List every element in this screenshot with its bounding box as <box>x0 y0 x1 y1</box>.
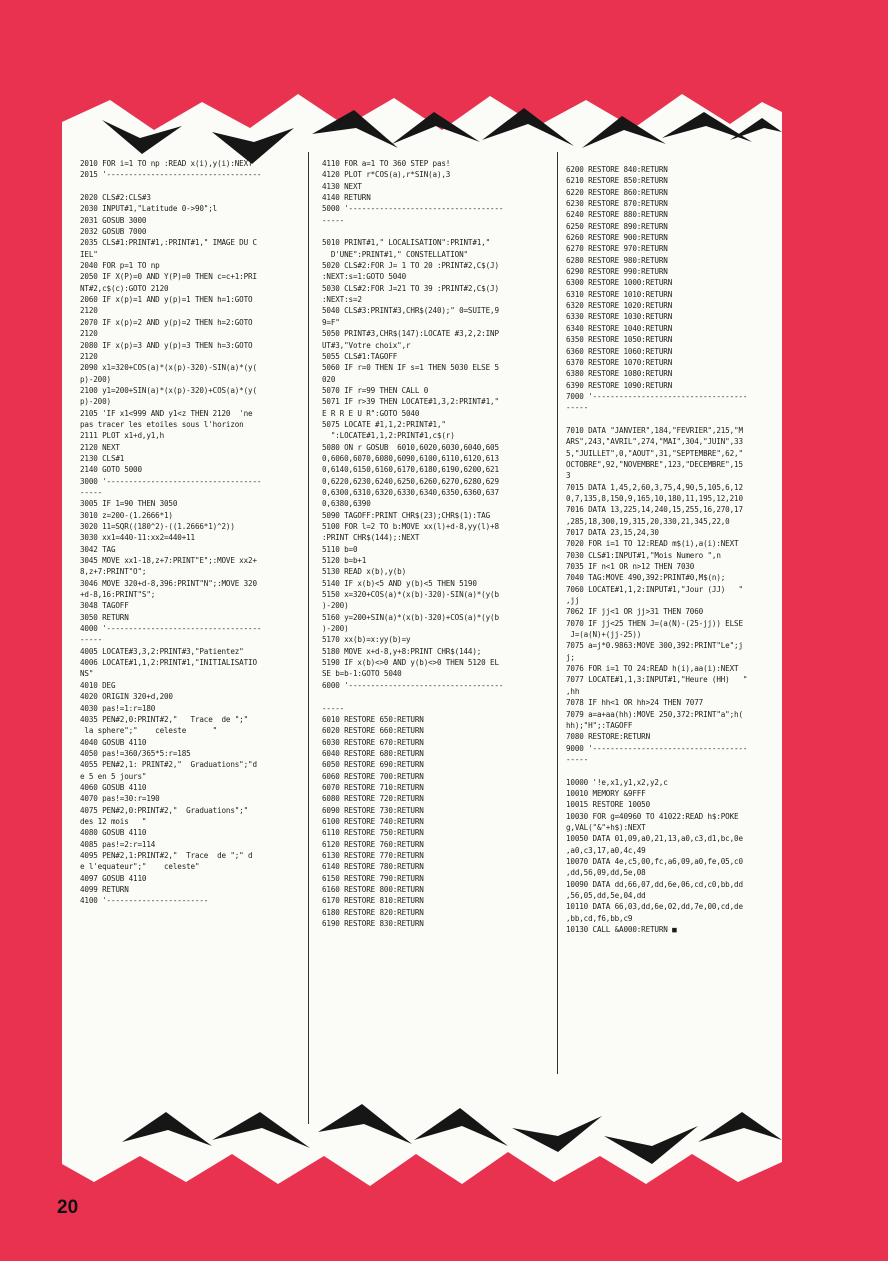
code-line: +d-8,16:PRINT"S"; <box>80 590 156 600</box>
code-line: 6110 RESTORE 750:RETURN <box>322 828 424 838</box>
code-line: 6000 '----------------------------------- <box>322 680 504 690</box>
code-line: 2032 GOSUB 7000 <box>80 227 147 237</box>
code-line: 6350 RESTORE 1050:RETURN <box>566 335 673 345</box>
code-line: 2035 CLS#1:PRINT#1,:PRINT#1," IMAGE DU C <box>80 238 257 248</box>
code-line: 4075 PEN#2,0:PRINT#2," Graduations";" <box>80 805 249 815</box>
code-line: 6130 RESTORE 770:RETURN <box>322 850 424 860</box>
code-line: 6270 RESTORE 970:RETURN <box>566 244 668 254</box>
code-line: 5190 IF x(b)<>0 AND y(b)<>0 THEN 5120 EL <box>322 658 499 668</box>
code-line: 5120 b=b+1 <box>322 556 367 566</box>
code-line: 6370 RESTORE 1070:RETURN <box>566 357 673 367</box>
code-line: 6040 RESTORE 680:RETURN <box>322 748 424 758</box>
code-line: 2050 IF X(P)=0 AND Y(P)=0 THEN c=c+1:PRI <box>80 272 257 282</box>
code-line: 7070 IF jj<25 THEN J=(a(N)-(25-jj)) ELSE <box>566 618 743 628</box>
code-line: 10090 DATA dd,66,07,dd,6e,06,cd,c0,bb,dd <box>566 879 743 889</box>
code-line: ----- <box>566 754 589 764</box>
code-line: 4030 pas!=1:r=180 <box>80 703 156 713</box>
code-line: 6120 RESTORE 760:RETURN <box>322 839 424 849</box>
code-column-3 <box>566 164 788 935</box>
code-line: 6390 RESTORE 1090:RETURN <box>566 380 673 390</box>
code-line: 7015 DATA 1,45,2,60,3,75,4,90,5,105,6,12 <box>566 482 743 492</box>
code-line: ----- <box>80 487 103 497</box>
code-line: 6360 RESTORE 1060:RETURN <box>566 346 673 356</box>
code-line: 5100 FOR l=2 TO b:MOVE xx(l)+d-8,yy(l)+8 <box>322 522 499 531</box>
code-line: 6220 RESTORE 860:RETURN <box>566 187 668 197</box>
code-line: 6240 RESTORE 880:RETURN <box>566 210 668 220</box>
code-line: 5070 IF r=99 THEN CALL 0 <box>322 385 429 395</box>
code-line: 3046 MOVE 320+d-8,396:PRINT"N";:MOVE 320 <box>80 578 257 588</box>
code-line: 4055 PEN#2,1: PRINT#2," Graduations";"d <box>80 760 257 770</box>
code-line: 5,"JUILLET",0,"AOUT",31,"SEPTEMBRE",62," <box>566 448 743 458</box>
code-line: 10070 DATA 4e,c5,00,fc,a6,09,a0,fe,05,c0 <box>566 856 743 866</box>
code-line: 10030 FOR g=40960 TO 41022:READ h$:POKE <box>566 811 739 821</box>
code-line: 8,z+7:PRINT"O"; <box>80 567 147 577</box>
code-line: 0,6380,6390 <box>322 499 371 509</box>
code-line: 10015 RESTORE 10050 <box>566 800 651 810</box>
code-line: 5140 IF x(b)<5 AND y(b)<5 THEN 5190 <box>322 578 477 588</box>
code-line: 3 <box>566 471 571 481</box>
code-line: pas tracer les etoiles sous l'horizon <box>80 419 244 429</box>
code-line: 2060 IF x(p)=1 AND y(p)=1 THEN h=1:GOTO <box>80 295 253 305</box>
code-line: 2090 x1=320+COS(a)*(x(p)-320)-SIN(a)*(y( <box>80 363 257 373</box>
code-line: ,jj <box>566 596 580 606</box>
code-line: 4080 GOSUB 4110 <box>80 828 147 838</box>
code-line: 2120 <box>80 306 98 316</box>
code-line: 9000 '----------------------------------- <box>566 743 748 753</box>
listing-paper <box>62 82 782 1204</box>
code-line: p)-200) <box>80 374 111 384</box>
code-line: j; <box>566 652 575 662</box>
code-line: 3020 11=SQR((180^2)-((1.2666*1)^2)) <box>80 522 235 531</box>
code-line: 6050 RESTORE 690:RETURN <box>322 760 424 770</box>
code-line: 4085 pas!=2:r=114 <box>80 839 156 849</box>
code-line: 3050 RETURN <box>80 612 129 622</box>
code-line: ,285,18,300,19,315,20,330,21,345,22,0 <box>566 516 730 526</box>
code-line: 5040 CLS#3:PRINT#3,CHR$(240);" 0=SUITE,9 <box>322 306 499 316</box>
code-line: 7075 a=j*0.9863:MOVE 300,392:PRINT"Le";j <box>566 641 743 651</box>
code-line: 4100 '----------------------- <box>80 896 209 906</box>
code-line: hh);"H";:TAGOFF <box>566 720 633 730</box>
code-line: ,hh <box>566 686 580 696</box>
code-line: 2120 NEXT <box>80 442 120 452</box>
code-line: 6340 RESTORE 1040:RETURN <box>566 323 673 333</box>
code-line: 4070 pas!=30:r=190 <box>80 794 160 804</box>
code-line: 2080 IF x(p)=3 AND y(p)=3 THEN h=3:GOTO <box>80 340 253 350</box>
code-line: 5030 CLS#2:FOR J=21 TO 39 :PRINT#2,C$(J) <box>322 283 499 293</box>
code-line: 0,6220,6230,6240,6250,6260,6270,6280,629 <box>322 476 499 486</box>
code-line: 10010 MEMORY &9FFF <box>566 788 646 798</box>
code-line: g,VAL("&"+h$):NEXT <box>566 822 646 832</box>
code-line: UT#3,"Votre choix",r <box>322 340 411 350</box>
code-line: 4040 GOSUB 4110 <box>80 737 147 747</box>
code-column-1 <box>80 158 305 907</box>
code-line: 4035 PEN#2,0:PRINT#2," Trace de ";" <box>80 714 249 724</box>
code-line: e l'equateur";" celeste" <box>80 862 200 872</box>
code-line: 4060 GOSUB 4110 <box>80 782 147 792</box>
code-line: ----- <box>322 215 345 225</box>
code-line: 9=F" <box>322 317 340 327</box>
code-line: ":LOCATE#1,1,2:PRINT#1,c$(r) <box>322 431 455 441</box>
code-line: 7078 IF hh<1 OR hh>24 THEN 7077 <box>566 698 704 708</box>
code-line: 7077 LOCATE#1,1,3:INPUT#1,"Heure (HH) " <box>566 675 748 685</box>
code-line: 7016 DATA 13,225,14,240,15,255,16,270,17 <box>566 505 743 515</box>
code-line: 2111 PLOT x1+d,y1,h <box>80 431 165 441</box>
code-line: ARS",243,"AVRIL",274,"MAI",304,"JUIN",33 <box>566 437 743 447</box>
code-line: 6170 RESTORE 810:RETURN <box>322 896 424 906</box>
code-line: 5075 LOCATE #1,1,2:PRINT#1," <box>322 419 446 429</box>
code-line: 6090 RESTORE 730:RETURN <box>322 805 424 815</box>
code-line: 6250 RESTORE 890:RETURN <box>566 221 668 231</box>
code-line: 5055 CLS#1:TAGOFF <box>322 351 398 361</box>
code-line: 6030 RESTORE 670:RETURN <box>322 737 424 747</box>
code-line: ----- <box>322 703 345 713</box>
code-line: 5050 PRINT#3,CHR$(147):LOCATE #3,2,2:INP <box>322 329 499 339</box>
code-line: 6260 RESTORE 900:RETURN <box>566 233 668 243</box>
code-line: 5130 READ x(b),y(b) <box>322 567 407 577</box>
code-line: 5000 '----------------------------------- <box>322 204 504 214</box>
code-line: )-200) <box>322 601 349 611</box>
code-line: 6070 RESTORE 710:RETURN <box>322 782 424 792</box>
code-line: )-200) <box>322 624 349 634</box>
code-line: 5090 TAGOFF:PRINT CHR$(23);CHR$(1):TAG <box>322 510 491 520</box>
code-line: 6200 RESTORE 840:RETURN <box>566 165 668 174</box>
code-line: 7035 IF n<1 OR n>12 THEN 7030 <box>566 562 695 572</box>
code-line: 6280 RESTORE 980:RETURN <box>566 255 668 265</box>
code-line: 6320 RESTORE 1020:RETURN <box>566 301 673 311</box>
code-line: 3045 MOVE xx1-18,z+7:PRINT"E";:MOVE xx2+ <box>80 556 257 566</box>
code-line: OCTOBRE",92,"NOVEMBRE",123,"DECEMBRE",15 <box>566 459 743 469</box>
code-line: 4097 GOSUB 4110 <box>80 873 147 883</box>
code-line: 2130 CLS#1 <box>80 453 125 463</box>
code-line: 5170 xx(b)=x:yy(b)=y <box>322 635 411 645</box>
code-line: 3000 '----------------------------------- <box>80 476 262 486</box>
code-line: SE b=b-1:GOTO 5040 <box>322 669 402 679</box>
code-line: 2070 IF x(p)=2 AND y(p)=2 THEN h=2:GOTO <box>80 317 253 327</box>
code-line: 5150 x=320+COS(a)*(x(b)-320)-SIN(a)*(y(b <box>322 590 499 600</box>
code-line: 5180 MOVE x+d-8,y+8:PRINT CHR$(144); <box>322 646 482 656</box>
code-line: des 12 mois " <box>80 816 147 826</box>
code-line: 0,6060,6070,6080,6090,6100,6110,6120,613 <box>322 453 499 463</box>
code-line: 6060 RESTORE 700:RETURN <box>322 771 424 781</box>
code-line: 4095 PEN#2,1:PRINT#2," Trace de ";" d <box>80 850 253 860</box>
code-line: :NEXT:s=2 <box>322 295 362 305</box>
code-line: :PRINT CHR$(144);:NEXT <box>322 533 420 543</box>
code-line: 2100 y1=200+SIN(a)*(x(p)-320)+COS(a)*(y( <box>80 385 257 395</box>
code-line <box>322 691 554 702</box>
code-line: 4120 PLOT r*COS(a),r*SIN(a),3 <box>322 170 451 180</box>
code-line: 6180 RESTORE 820:RETURN <box>322 907 424 917</box>
code-line <box>80 181 305 192</box>
code-line: 7017 DATA 23,15,24,30 <box>566 528 659 537</box>
code-line: e 5 en 5 jours" <box>80 771 147 781</box>
code-line: NT#2,c$(c):GOTO 2120 <box>80 283 169 293</box>
code-line: 2105 'IF x1<999 AND y1<z THEN 2120 'ne <box>80 408 253 418</box>
code-line: 3030 xx1=440-11:xx2=440+11 <box>80 533 195 543</box>
code-line: 2010 FOR i=1 TO np :READ x(i),y(i):NEXT <box>80 159 253 168</box>
code-column-2 <box>322 158 554 929</box>
code-line: 5020 CLS#2:FOR J= 1 TO 20 :PRINT#2,C$(J) <box>322 261 499 271</box>
code-line: J=(a(N)+(jj-25)) <box>566 630 642 640</box>
code-line: 4140 RETURN <box>322 193 371 203</box>
code-line: 4050 pas!=360/365*5:r=185 <box>80 748 191 758</box>
code-line: 4005 LOCATE#3,3,2:PRINT#3,"Patientez" <box>80 646 244 656</box>
code-line: 3010 z=200-(1.2666*1) <box>80 510 173 520</box>
code-line: 7040 TAG:MOVE 490,392:PRINT#0,M$(n); <box>566 573 726 583</box>
code-line: 3005 IF 1=90 THEN 3050 <box>80 499 178 509</box>
code-line: 6150 RESTORE 790:RETURN <box>322 873 424 883</box>
code-line: 7062 IF jj<1 OR jj>31 THEN 7060 <box>566 607 704 617</box>
code-line: 10130 CALL &A000:RETURN ■ <box>566 925 677 935</box>
code-line: 6230 RESTORE 870:RETURN <box>566 199 668 209</box>
code-line: p)-200) <box>80 397 111 407</box>
code-line: la sphere";" celeste " <box>80 726 218 736</box>
code-line: 0,7,135,8,150,9,165,10,180,11,195,12,210 <box>566 493 743 503</box>
code-line: ,dd,56,09,dd,5e,08 <box>566 868 646 878</box>
code-line: 6310 RESTORE 1010:RETURN <box>566 289 673 299</box>
code-line: 5080 ON r GOSUB 6010,6020,6030,6040,605 <box>322 442 499 452</box>
code-line: ,56,05,dd,5e,04,dd <box>566 891 646 900</box>
code-line: 6190 RESTORE 830:RETURN <box>322 919 424 929</box>
code-line: 6380 RESTORE 1080:RETURN <box>566 369 673 379</box>
code-line: 5160 y=200+SIN(a)*(x(b)-320)+COS(a)*(y(b <box>322 612 499 622</box>
code-line: 2120 <box>80 351 98 361</box>
code-line: 4020 ORIGIN 320+d,200 <box>80 692 173 702</box>
code-line: 7030 CLS#1:INPUT#1,"Mois Numero ",n <box>566 550 721 560</box>
code-line: 4000 '----------------------------------- <box>80 624 262 634</box>
code-line: 4010 DEG <box>80 680 116 690</box>
code-line: 7020 FOR i=1 TO 12:READ m$(i),a(i):NEXT <box>566 539 739 549</box>
code-line: 5060 IF r=0 THEN IF s=1 THEN 5030 ELSE 5 <box>322 363 499 373</box>
code-line: 2020 CLS#2:CLS#3 <box>80 193 151 203</box>
code-line: 6100 RESTORE 740:RETURN <box>322 816 424 826</box>
code-line: 4099 RETURN <box>80 885 129 894</box>
code-line: 7079 a=a+aa(hh):MOVE 250,372:PRINT"a";h( <box>566 709 743 719</box>
code-line: 6020 RESTORE 660:RETURN <box>322 726 424 736</box>
code-line: 2140 GOTO 5000 <box>80 465 142 475</box>
code-line <box>322 226 554 237</box>
code-line: 6290 RESTORE 990:RETURN <box>566 267 668 277</box>
code-line: 0,6300,6310,6320,6330,6340,6350,6360,637 <box>322 487 499 497</box>
code-line: 7000 '----------------------------------- <box>566 391 748 401</box>
code-line: 10110 DATA 66,03,dd,6e,02,dd,7e,00,cd,de <box>566 902 743 912</box>
code-line: 6160 RESTORE 800:RETURN <box>322 885 424 894</box>
code-line: 020 <box>322 374 336 384</box>
code-line: D'UNE":PRINT#1," CONSTELLATION" <box>322 249 468 259</box>
code-line: 7076 FOR i=1 TO 24:READ h(i),aa(i):NEXT <box>566 664 739 674</box>
code-line: 3048 TAGOFF <box>80 601 129 611</box>
code-line: ,a0,c3,17,a0,4c,49 <box>566 845 646 855</box>
code-line: 2031 GOSUB 3000 <box>80 215 147 225</box>
code-line: IEL" <box>80 249 98 259</box>
code-line: 2030 INPUT#1,"Latitude 0->90";l <box>80 204 218 214</box>
code-line: 6330 RESTORE 1030:RETURN <box>566 312 673 322</box>
page-number: 20 <box>57 1197 79 1218</box>
code-line: ----- <box>566 403 589 413</box>
code-line: :NEXT:s=1:GOTO 5040 <box>322 272 407 282</box>
code-line: 2120 <box>80 329 98 339</box>
code-line: ----- <box>80 635 103 645</box>
code-line: 5071 IF r>39 THEN LOCATE#1,3,2:PRINT#1," <box>322 397 499 407</box>
code-line: 4006 LOCATE#1,1,2:PRINT#1,"INITIALISATIO <box>80 658 257 668</box>
code-line: 6080 RESTORE 720:RETURN <box>322 794 424 804</box>
code-line: 5010 PRINT#1," LOCALISATION":PRINT#1," <box>322 238 491 248</box>
code-line: 6210 RESTORE 850:RETURN <box>566 176 668 186</box>
code-line: 10050 DATA 01,09,a0,21,13,a0,c3,d1,bc,0e <box>566 834 743 844</box>
code-line: 4130 NEXT <box>322 181 362 191</box>
code-line: 4110 FOR a=1 TO 360 STEP pas! <box>322 159 451 168</box>
code-line: 6010 RESTORE 650:RETURN <box>322 714 424 724</box>
column-divider-left <box>308 152 309 1124</box>
code-line: 2040 FOR p=1 TO np <box>80 261 160 271</box>
code-line: 7060 LOCATE#1,1,2:INPUT#1,"Jour (JJ) " <box>566 584 743 594</box>
code-line <box>566 765 788 776</box>
code-line: 0,6140,6150,6160,6170,6180,6190,6200,621 <box>322 465 499 475</box>
code-line: 6140 RESTORE 780:RETURN <box>322 862 424 872</box>
code-line: 2015 '----------------------------------- <box>80 170 262 180</box>
code-line: 7010 DATA "JANVIER",184,"FEVRIER",215,"M <box>566 425 743 435</box>
code-line: E R R E U R":GOTO 5040 <box>322 408 420 418</box>
code-line <box>566 414 788 425</box>
code-line: ,bb,cd,f6,bb,c9 <box>566 913 633 923</box>
code-line: 3042 TAG <box>80 544 116 554</box>
column-divider-right <box>557 152 558 1074</box>
code-line: NS" <box>80 669 94 679</box>
code-line: 10000 '!e,x1,y1,x2,y2,c <box>566 777 668 787</box>
code-line: 5110 b=0 <box>322 544 358 554</box>
code-line: 6300 RESTORE 1000:RETURN <box>566 278 673 288</box>
code-line: 7080 RESTORE:RETURN <box>566 732 651 742</box>
